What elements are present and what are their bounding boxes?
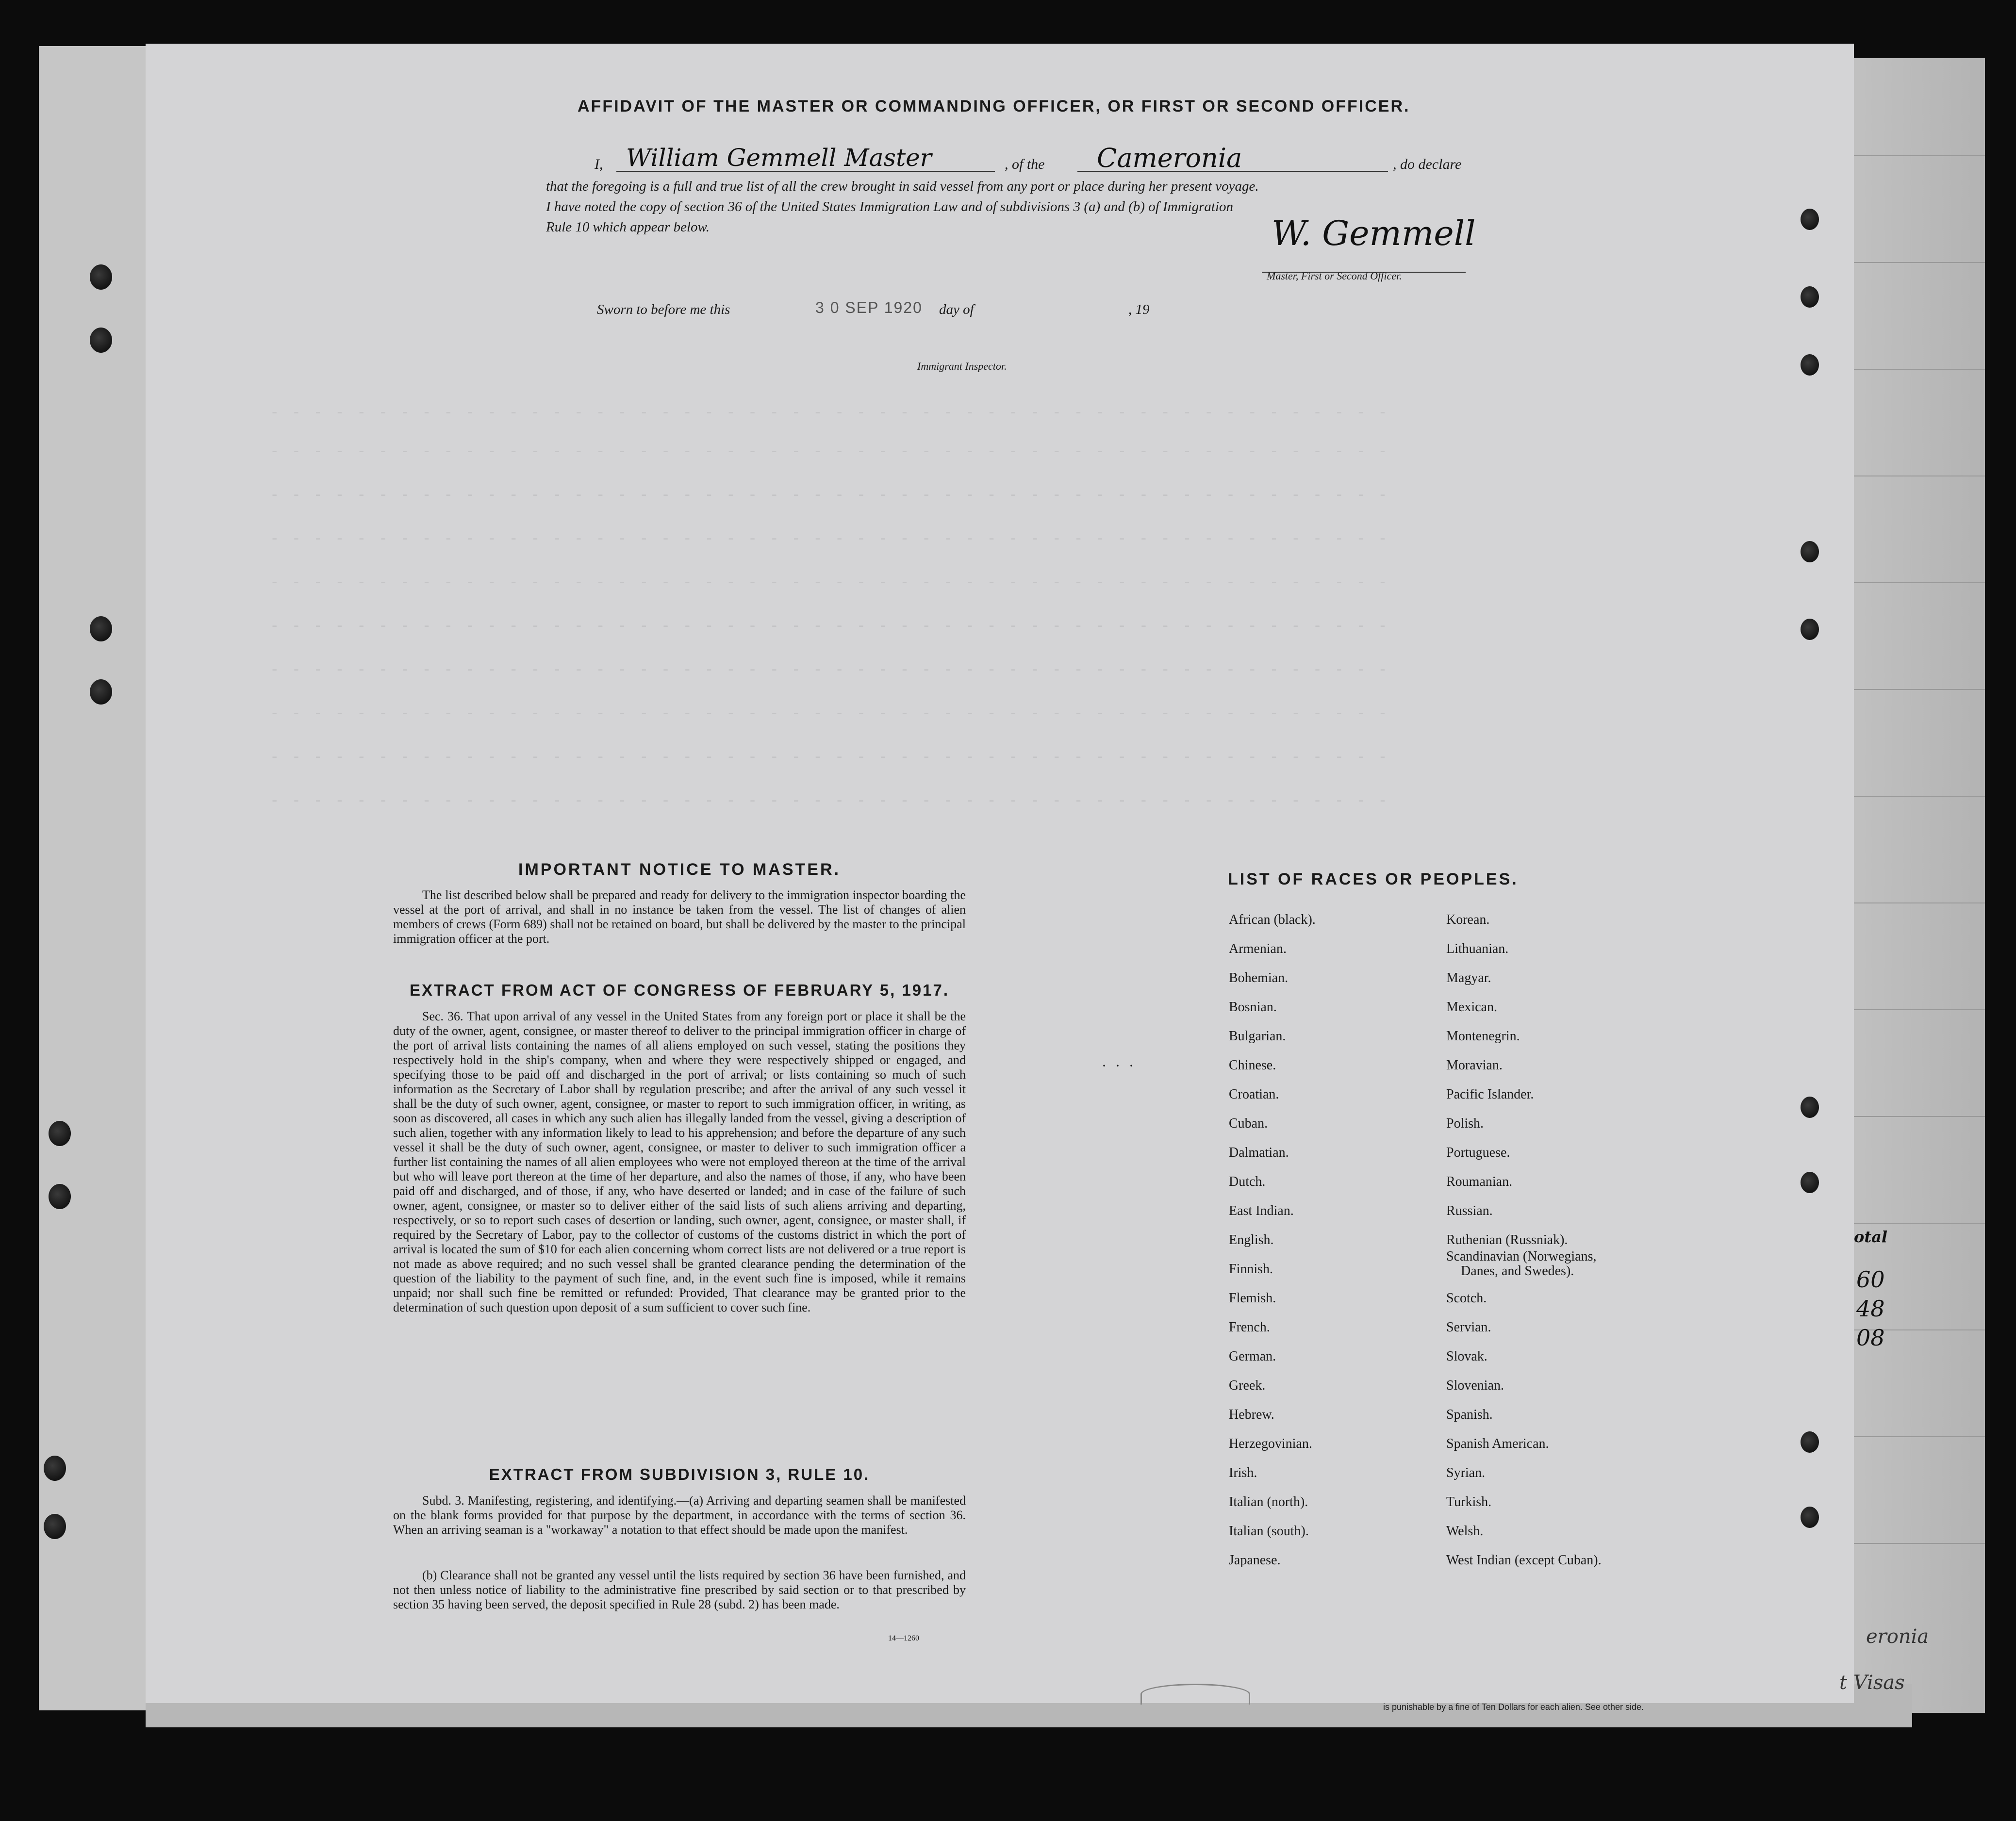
binder-hole [1801, 1507, 1819, 1528]
race-item: Turkish. [1446, 1494, 1492, 1509]
race-item: Cuban. [1229, 1116, 1268, 1131]
race-item: Italian (south). [1229, 1524, 1309, 1539]
races-title: LIST OF RACES OR PEOPLES. [1228, 870, 1519, 888]
total-value: 08 [1856, 1325, 1885, 1351]
race-item: Japanese. [1229, 1553, 1281, 1568]
bleed-through-row: - - - - - - - - - - - - - - - - - - - - - - - - - - - - - - - - - - - - - - - - - - - - - - - - - - - - [272, 573, 1391, 591]
day-of-label: day of [939, 302, 974, 317]
bleed-through-row: - - - - - - - - - - - - - - - - - - - - - - - - - - - - - - - - - - - - - - - - - - - - - - - - - - - - [272, 529, 1391, 547]
bleed-through-row: - - - - - - - - - - - - - - - - - - - - - - - - - - - - - - - - - - - - - - - - - - - - - - - - - - - - [272, 403, 1391, 421]
race-item: Chinese. [1229, 1058, 1276, 1073]
race-item: Bulgarian. [1229, 1029, 1286, 1044]
vessel-fragment: eronia [1866, 1625, 1929, 1648]
race-item: Croatian. [1229, 1087, 1279, 1102]
do-declare-label: , do declare [1393, 156, 1462, 172]
race-item: African (black). [1229, 912, 1316, 927]
race-item: Armenian. [1229, 941, 1287, 956]
race-item: Polish. [1446, 1116, 1484, 1131]
bleed-through-row: - - - - - - - - - - - - - - - - - - - - - - - - - - - - - - - - - - - - - - - - - - - - - - - - - - - - [272, 660, 1391, 678]
race-item: Pacific Islander. [1446, 1087, 1534, 1102]
of-the-label: , of the [1005, 156, 1045, 172]
race-item: Bosnian. [1229, 1000, 1277, 1015]
binder-hole [1801, 1431, 1819, 1453]
bleed-through-row: - - - - - - - - - - - - - - - - - - - - - - - - - - - - - - - - - - - - - - - - - - - - - - - - - - - - [272, 616, 1391, 635]
stamp-fragment [1140, 1684, 1250, 1705]
form-number: 14—1260 [888, 1634, 919, 1642]
fine-note: is punishable by a fine of Ten Dollars for each alien. See other side. [1383, 1702, 1644, 1712]
race-item: Dalmatian. [1229, 1145, 1289, 1160]
race-item: Magyar. [1446, 970, 1491, 985]
race-item: Danes, and Swedes). [1461, 1263, 1574, 1279]
subdivision-3b-text: (b) Clearance shall not be granted any vessel until the lists required by section 36 have been furnished, and not then unless notice of liability to the administrative fine prescribed by said section or to that prescribed by section 35 having been served, the deposit specified in Rule 28 (subd. 2) has been made. [393, 1568, 966, 1611]
race-item: Greek. [1229, 1378, 1266, 1393]
race-item: Scandinavian (Norwegians, [1446, 1249, 1597, 1264]
binder-hole [1801, 209, 1819, 230]
master-name-handwritten: William Gemmell Master [626, 144, 932, 172]
binder-hole [1801, 286, 1819, 308]
binder-hole [90, 616, 112, 641]
sworn-label: Sworn to before me this [597, 302, 730, 317]
visa-fragment: t Visas [1839, 1672, 1905, 1694]
binder-hole [1801, 541, 1819, 562]
subdivision-3a-text: Subd. 3. Manifesting, registering, and identifying.—(a) Arriving and departing seamen shall be manifested on the blank forms provided for that purpose by the department, in accordance with the terms of section 36. When an arriving seaman is a "workaway" a notation to that effect should be made upon the manifest. [393, 1493, 966, 1537]
inspector-caption: Immigrant Inspector. [917, 360, 1007, 372]
affidavit-line-4: Rule 10 which appear below. [546, 219, 710, 235]
vessel-name-handwritten: Cameronia [1097, 143, 1242, 173]
race-item: Herzegovinian. [1229, 1436, 1312, 1451]
race-item: Korean. [1446, 912, 1490, 927]
race-item: Scotch. [1446, 1291, 1487, 1306]
affidavit-line-3: I have noted the copy of section 36 of the United States Immigration Law and of subdivisions 3 (a) and (b) of Immigration [546, 199, 1234, 214]
race-item: Dutch. [1229, 1174, 1266, 1189]
bleed-through-row: - - - - - - - - - - - - - - - - - - - - - - - - - - - - - - - - - - - - - - - - - - - - - - - - - - - - [272, 442, 1391, 460]
binder-hole [1801, 354, 1819, 376]
race-item: English. [1229, 1232, 1274, 1247]
binder-hole [1801, 1172, 1819, 1193]
total-label: otal [1854, 1228, 1888, 1246]
binder-hole [49, 1121, 71, 1146]
race-item: Welsh. [1446, 1524, 1484, 1539]
race-item: Italian (north). [1229, 1494, 1308, 1509]
extract-congress-title: EXTRACT FROM ACT OF CONGRESS OF FEBRUARY 5, 1917. [409, 981, 950, 999]
race-item: German. [1229, 1349, 1276, 1364]
race-item: Bohemian. [1229, 970, 1289, 985]
affidavit-line-2: that the foregoing is a full and true list of all the crew brought in said vessel from any port or place during her present voyage. [546, 179, 1259, 194]
race-item: East Indian. [1229, 1203, 1294, 1218]
race-item: Hebrew. [1229, 1407, 1274, 1422]
race-item: Slovak. [1446, 1349, 1487, 1364]
race-item: Finnish. [1229, 1262, 1273, 1277]
binder-hole [1801, 619, 1819, 640]
race-item: Irish. [1229, 1465, 1257, 1480]
race-item: Slovenian. [1446, 1378, 1504, 1393]
race-item: Mexican. [1446, 1000, 1497, 1015]
binder-hole [90, 264, 112, 290]
extract-rule-title: EXTRACT FROM SUBDIVISION 3, RULE 10. [489, 1465, 870, 1483]
master-signature: W. Gemmell [1272, 213, 1476, 253]
race-item: Portuguese. [1446, 1145, 1510, 1160]
race-item: French. [1229, 1320, 1270, 1335]
race-item: Spanish American. [1446, 1436, 1549, 1451]
race-item: Ruthenian (Russniak). [1446, 1232, 1568, 1247]
binder-hole [1801, 1097, 1819, 1118]
binder-hole [90, 679, 112, 705]
affidavit-i-label: I, [595, 156, 603, 172]
binder-hole [44, 1514, 66, 1539]
notice-paragraph: The list described below shall be prepared and ready for delivery to the immigration inspector boarding the vessel at the port of arrival, and shall in no instance be taken from the vessel. The list of changes of alien members of crews (Form 689) shall not be retained on board, but shall be delivered by the master to the principal immigration officer at the port. [393, 888, 966, 946]
race-item: Lithuanian. [1446, 941, 1509, 956]
section-36-text: Sec. 36. That upon arrival of any vessel in the United States from any foreign port or place it shall be the duty of the owner, agent, consignee, or master thereof to deliver to the principal immigration officer in charge of the port of arrival lists containing the names of all aliens employed on such vessel, stating the positions they respectively hold in the ship's company, when and where they were respectively shipped or engaged, and specifying those to be paid off and discharged in the port of arrival; or lists containing so much of such information as the Secretary of Labor shall by regulation prescribe; and after the arrival of any such vessel it shall be the duty of such owner, agent, consignee, or master to report to such immigration officer, in writing, as soon as discovered, all cases in which any such alien has illegally landed from the vessel, giving a description of such alien, together with any information likely to lead to his apprehension; and before the departure of any such vessel it shall be the duty of such owner, agent, consignee, or master to deliver to such immigration officer a further list containing the names of all alien employees who were not employed thereon at the time of the arrival but who will leave port thereon at the time of her departure, and also the names of those, if any, who have been paid off and discharged, and of those, if any, who have deserted or landed; and in case of the failure of such owner, agent, consignee, or master so to deliver either of the said lists of such aliens arriving and departing, respectively, or so to report such cases of desertion or landing, such owner, agent, consignee, or master shall, if required by the Secretary of Labor, pay to the collector of customs of the customs district in which the port of arrival is located the sum of $10 for each alien concerning whom correct lists are not delivered or a true report is not made as above required; and no such vessel shall be granted clearance pending the determination of the question of the liability to the payment of such fine, and, in the event such fine is imposed, while it remains unpaid; nor shall such fine be remitted or refunded: Provided, That clearance may be granted prior to the determination of such question upon deposit of a sum sufficient to cover such fine. [393, 1009, 966, 1314]
binder-hole [44, 1456, 66, 1481]
bleed-through-row: - - - - - - - - - - - - - - - - - - - - - - - - - - - - - - - - - - - - - - - - - - - - - - - - - - - - [272, 485, 1391, 504]
bleed-through-row: - - - - - - - - - - - - - - - - - - - - - - - - - - - - - - - - - - - - - - - - - - - - - - - - - - - - [272, 704, 1391, 722]
sworn-date-stamp: 3 0 SEP 1920 [815, 299, 923, 316]
race-item: Roumanian. [1446, 1174, 1513, 1189]
bleed-through-row: - - - - - - - - - - - - - - - - - - - - - - - - - - - - - - - - - - - - - - - - - - - - - - - - - - - - [272, 791, 1391, 809]
total-value: 48 [1856, 1296, 1885, 1322]
stray-dots: ··· [1102, 1058, 1142, 1074]
race-item: Syrian. [1446, 1465, 1486, 1480]
bleed-through-row: - - - - - - - - - - - - - - - - - - - - - - - - - - - - - - - - - - - - - - - - - - - - - - - - - - - - [272, 747, 1391, 766]
race-item: Russian. [1446, 1203, 1493, 1218]
year-label: , 19 [1128, 302, 1150, 317]
race-item: Flemish. [1229, 1291, 1276, 1306]
race-item: West Indian (except Cuban). [1446, 1553, 1602, 1568]
underlying-page-right [1839, 58, 1985, 1713]
race-item: Moravian. [1446, 1058, 1503, 1073]
race-item: Spanish. [1446, 1407, 1493, 1422]
notice-title: IMPORTANT NOTICE TO MASTER. [518, 860, 841, 879]
binder-hole [49, 1184, 71, 1209]
affidavit-heading: AFFIDAVIT OF THE MASTER OR COMMANDING OFFICER, OR FIRST OR SECOND OFFICER. [578, 97, 1410, 115]
race-item: Servian. [1446, 1320, 1491, 1335]
signature-caption: Master, First or Second Officer. [1267, 270, 1402, 282]
race-item: Montenegrin. [1446, 1029, 1520, 1044]
binder-hole [90, 328, 112, 353]
total-value: 60 [1856, 1266, 1885, 1293]
